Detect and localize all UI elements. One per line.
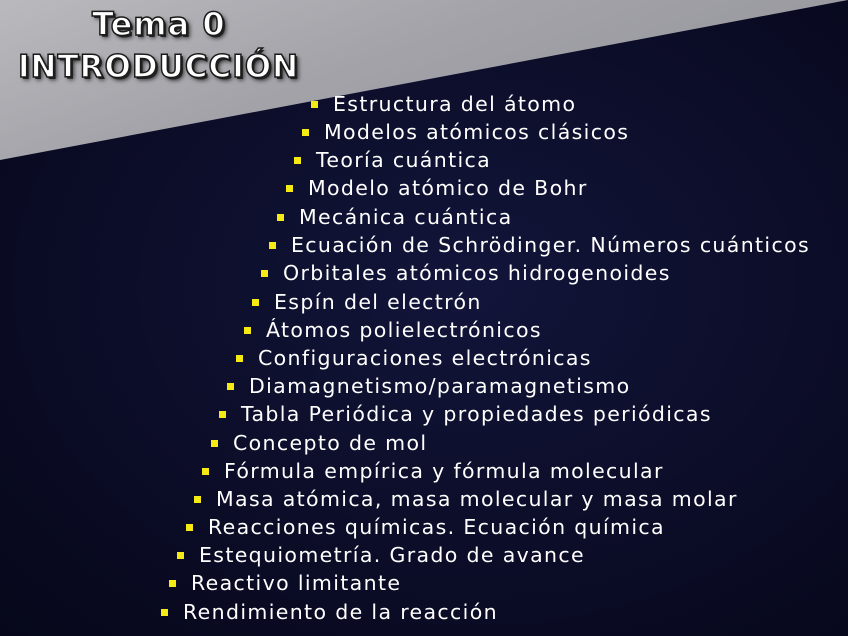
bullet-square-icon xyxy=(194,496,201,503)
topic-label: Teoría cuántica xyxy=(316,148,492,172)
bullet-square-icon xyxy=(169,580,176,587)
topic-item xyxy=(161,598,498,626)
bullet-square-icon xyxy=(286,185,293,192)
title-line-1: Tema 0 xyxy=(92,5,226,43)
topic-label: Estequiometría. Grado de avance xyxy=(199,543,585,567)
topic-label: Espín del electrón xyxy=(274,290,482,314)
topic-label: Modelo atómico de Bohr xyxy=(308,176,588,200)
topic-label: Orbitales atómicos hidrogenoides xyxy=(283,261,671,285)
title-line-2: INTRODUCCIÓN xyxy=(18,49,300,85)
topic-label: Modelos atómicos clásicos xyxy=(324,120,630,144)
topic-item xyxy=(177,541,585,569)
topic-item xyxy=(302,118,629,146)
topic-item xyxy=(286,174,588,202)
topic-label: Átomos polielectrónicos xyxy=(266,318,542,342)
bullet-square-icon xyxy=(161,609,168,616)
bullet-square-icon xyxy=(227,383,234,390)
topic-label: Reacciones químicas. Ecuación química xyxy=(208,515,665,539)
bullet-square-icon xyxy=(269,242,276,249)
topic-item xyxy=(186,513,665,541)
bullet-square-icon xyxy=(244,327,251,334)
topic-label: Mecánica cuántica xyxy=(299,205,513,229)
topic-item xyxy=(227,372,630,400)
bullet-square-icon xyxy=(294,157,301,164)
bullet-square-icon xyxy=(277,214,284,221)
bullet-square-icon xyxy=(252,299,259,306)
topic-item xyxy=(219,400,712,428)
topic-label: Estructura del átomo xyxy=(333,92,577,116)
topic-label: Concepto de mol xyxy=(233,431,428,455)
topic-label: Masa atómica, masa molecular y masa molar xyxy=(216,487,738,511)
topic-item xyxy=(211,429,427,457)
topic-item xyxy=(261,259,671,287)
topic-item xyxy=(194,485,738,513)
bullet-square-icon xyxy=(202,468,209,475)
topic-item xyxy=(244,316,542,344)
bullet-square-icon xyxy=(177,552,184,559)
topic-item xyxy=(311,90,576,118)
topic-item xyxy=(202,457,664,485)
bullet-square-icon xyxy=(211,440,218,447)
topic-label: Fórmula empírica y fórmula molecular xyxy=(224,459,664,483)
topic-label: Tabla Periódica y propiedades periódicas xyxy=(241,402,712,426)
topic-label: Rendimiento de la reacción xyxy=(183,600,498,624)
topic-item xyxy=(269,231,810,259)
bullet-square-icon xyxy=(219,411,226,418)
bullet-square-icon xyxy=(186,524,193,531)
topic-item xyxy=(252,288,482,316)
bullet-square-icon xyxy=(261,270,268,277)
topic-label: Configuraciones electrónicas xyxy=(258,346,592,370)
topic-item xyxy=(294,146,491,174)
bullet-square-icon xyxy=(311,101,318,108)
bullet-square-icon xyxy=(302,129,309,136)
topic-item xyxy=(277,203,513,231)
topic-label: Ecuación de Schrödinger. Números cuánticos xyxy=(291,233,811,257)
topic-label: Reactivo limitante xyxy=(191,571,402,595)
topic-item xyxy=(169,569,401,597)
topic-item xyxy=(236,344,592,372)
bullet-square-icon xyxy=(236,355,243,362)
topic-label: Diamagnetismo/paramagnetismo xyxy=(249,374,631,398)
